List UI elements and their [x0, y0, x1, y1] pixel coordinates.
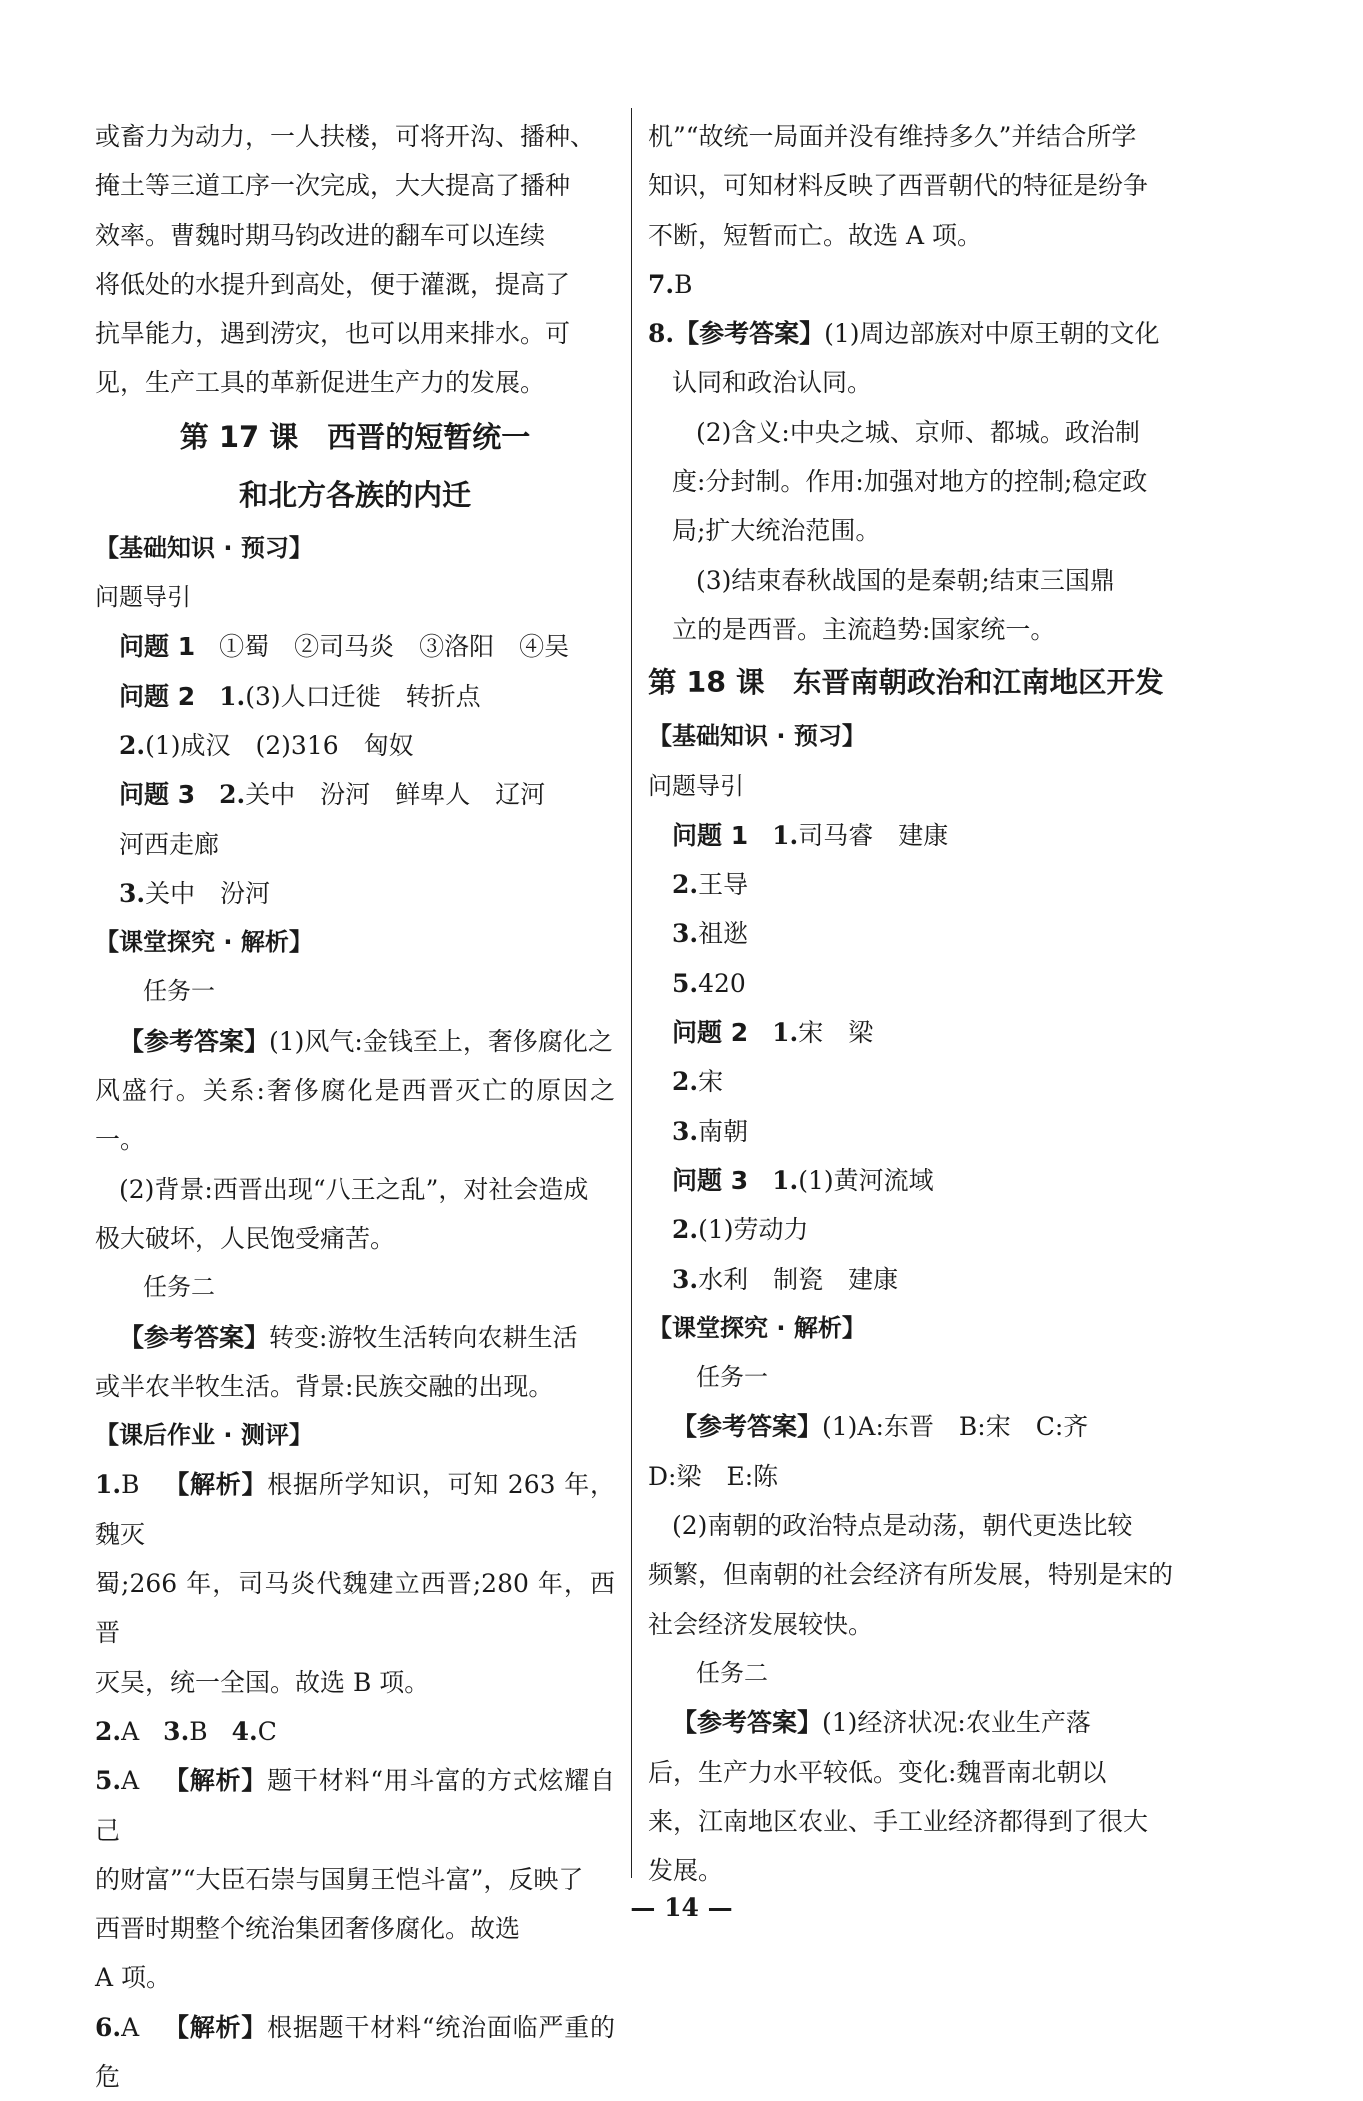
homework-5-cont: 的财富”“大臣石崇与国舅王恺斗富”，反映了	[95, 1864, 584, 1894]
homework-1-cont: 蜀;266 年，司马炎代魏建立西晋;280 年，西晋	[95, 1569, 615, 1648]
answer-choice: A	[121, 2012, 140, 2042]
lesson-17-title: 第 17 课 西晋的短暂统一	[179, 419, 531, 454]
question-1-item	[648, 959, 1178, 1008]
question-3	[95, 770, 615, 819]
task-1-answer-cont: 风盛行。关系:奢侈腐化是西晋灭亡的原因之一。	[95, 1076, 615, 1155]
answer-choice: B	[189, 1716, 208, 1746]
answer-choice: A	[121, 1766, 140, 1796]
question-label: 问题 1	[119, 632, 196, 662]
answer-label: 【参考答案】	[672, 1708, 823, 1738]
homework-8-part-2-cont: 度:分封制。作用:加强对地方的控制;稳定政	[672, 467, 1148, 497]
analysis-label: 【解析】	[163, 2012, 268, 2042]
question-text: 司马睿 建康	[798, 820, 949, 850]
answer-choice: B	[121, 1470, 140, 1500]
section-basic-heading: 【基础知识 · 预习】	[95, 533, 313, 562]
item-number: 2.	[219, 780, 246, 810]
question-text: (1)成汉 (2)316 匈奴	[145, 730, 414, 760]
item-number: 2.	[119, 730, 146, 760]
question-label: 问题 2	[672, 1018, 749, 1048]
task-2-heading: 任务二	[696, 1658, 768, 1687]
question-text: (1)黄河流域	[798, 1165, 934, 1195]
question-text: 420	[698, 968, 746, 998]
analysis-label: 【解析】	[163, 1470, 268, 1500]
question-text: 南朝	[698, 1116, 749, 1146]
question-3-item	[648, 1255, 1178, 1304]
question-text: 宋 梁	[798, 1018, 874, 1048]
answer-label: 【参考答案】	[119, 1322, 270, 1352]
task-1-answer-2: (2)南朝的政治特点是动荡，朝代更迭比较	[672, 1511, 1133, 1541]
item-number: 3.	[119, 878, 146, 908]
question-label: 问题 2	[119, 681, 196, 711]
guide-heading: 问题导引	[648, 771, 744, 800]
item-number: 2.	[672, 1067, 699, 1097]
homework-5	[95, 1756, 615, 1855]
task-1-answer	[648, 1402, 1178, 1451]
homework-6-cont: 知识，可知材料反映了西晋朝代的特征是纷争	[648, 171, 1149, 201]
homework-6-cont: 机”“故统一局面并没有维持多久”并结合所学	[648, 122, 1137, 151]
task-2-answer-cont: 发展。	[648, 1856, 724, 1886]
right-column	[648, 112, 1178, 1895]
homework-8-part-3: (3)结束春秋战国的是秦朝;结束三国鼎	[696, 565, 1115, 595]
intro-line: 或畜力为动力，一人扶楼，可将开沟、播种、	[95, 122, 596, 151]
section-explore-heading: 【课堂探究 · 解析】	[648, 1313, 866, 1342]
item-number: 3.	[163, 1716, 190, 1746]
item-number: 5.	[672, 968, 699, 998]
question-3-continued: 河西走廊	[119, 829, 220, 859]
question-text: 王导	[698, 870, 749, 900]
answer-label: 【参考答案】	[119, 1026, 270, 1056]
task-2-answer-cont: 后，生产力水平较低。变化:魏晋南北朝以	[648, 1757, 1107, 1787]
item-number: 2.	[672, 870, 699, 900]
question-2-item	[648, 1107, 1178, 1156]
question-text: 关中 汾河 鲜卑人 辽河	[245, 780, 546, 810]
question-label: 问题 3	[672, 1165, 749, 1195]
task-1-answer-2-cont: 极大破坏，人民饱受痛苦。	[95, 1223, 396, 1253]
question-text: (1)劳动力	[698, 1215, 809, 1245]
question-text: (3)人口迁徙 转折点	[245, 681, 481, 711]
item-number: 8.	[648, 319, 675, 349]
item-number: 5.	[95, 1766, 122, 1796]
question-text: ①蜀 ②司马炎 ③洛阳 ④吴	[219, 632, 570, 662]
item-number: 1.	[772, 820, 799, 850]
question-label: 问题 1	[672, 820, 749, 850]
homework-8-part-2: (2)含义:中央之城、京师、都城。政治制	[696, 417, 1140, 447]
homework-6	[95, 2003, 615, 2101]
homework-8-part-3-cont: 立的是西晋。主流趋势:国家统一。	[672, 614, 1056, 644]
question-1-item	[648, 909, 1178, 958]
question-text: 宋	[698, 1067, 724, 1097]
answer-text: (1)周边部族对中原王朝的文化	[824, 319, 1160, 349]
question-2-item	[648, 1057, 1178, 1106]
item-number: 1.	[772, 1165, 799, 1195]
analysis-label: 【解析】	[163, 1766, 268, 1796]
task-1-heading: 任务一	[143, 977, 215, 1006]
left-column	[95, 112, 615, 2101]
homework-5-cont: 西晋时期整个统治集团奢侈腐化。故选	[95, 1914, 521, 1944]
task-1-heading: 任务一	[696, 1363, 768, 1392]
column-divider	[631, 108, 632, 1878]
lesson-17-subtitle: 和北方各族的内迁	[238, 477, 471, 512]
homework-1	[95, 1460, 615, 1559]
lesson-18-title: 第 18 课 东晋南朝政治和江南地区开发	[648, 666, 1164, 700]
task-2-answer-cont: 或半农半牧生活。背景:民族交融的出现。	[95, 1371, 554, 1401]
question-3-item-3	[95, 869, 615, 918]
homework-5-cont: A 项。	[95, 1963, 172, 1993]
question-text: 水利 制瓷 建康	[698, 1264, 899, 1294]
task-2-heading: 任务二	[143, 1273, 215, 1302]
answer-text: (1)A:东晋 B:宋 C:齐	[822, 1412, 1089, 1442]
item-number: 7.	[648, 269, 675, 299]
task-1-answer	[95, 1017, 615, 1066]
answer-text: (1)风气:金钱至上，奢侈腐化之	[269, 1026, 613, 1056]
homework-8	[648, 309, 1178, 358]
homework-6-cont: 不断，短暂而亡。故选 A 项。	[648, 220, 982, 250]
question-2-item-2	[95, 721, 615, 770]
analysis-text: 根据题干材料“统治面临严重的危	[95, 2012, 615, 2091]
intro-line: 将低处的水提升到高处，便于灌溉，提高了	[95, 269, 571, 299]
page-number: — 14 —	[630, 1893, 733, 1922]
question-3	[648, 1156, 1178, 1205]
section-homework-heading: 【课后作业 · 测评】	[95, 1421, 313, 1450]
question-text: 祖逖	[698, 919, 749, 949]
item-number: 2.	[95, 1716, 122, 1746]
homework-2-4	[95, 1707, 615, 1756]
task-1-answer-2-cont: 频繁，但南朝的社会经济有所发展，特别是宋的	[648, 1560, 1174, 1590]
item-number: 6.	[95, 2012, 122, 2042]
item-number: 3.	[672, 1116, 699, 1146]
answer-choice: C	[257, 1716, 277, 1746]
item-number: 3.	[672, 919, 699, 949]
guide-heading: 问题导引	[95, 583, 191, 612]
question-1-item	[648, 860, 1178, 909]
analysis-text: 根据所学知识，可知 263 年，魏灭	[95, 1470, 615, 1549]
question-text: 关中 汾河	[145, 878, 271, 908]
question-2	[95, 672, 615, 721]
task-1-answer-2: (2)背景:西晋出现“八王之乱”，对社会造成	[119, 1174, 589, 1204]
task-2-answer-cont: 来，江南地区农业、手工业经济都得到了很大	[648, 1806, 1149, 1836]
item-number: 2.	[672, 1215, 699, 1245]
intro-line: 掩土等三道工序一次完成，大大提高了播种	[95, 171, 571, 201]
section-basic-heading: 【基础知识 · 预习】	[648, 722, 866, 751]
analysis-text: 题干材料“用斗富的方式炫耀自己	[95, 1766, 615, 1845]
task-1-answer-cont: D:梁 E:陈	[648, 1461, 779, 1491]
task-2-answer	[95, 1313, 615, 1362]
intro-line: 见，生产工具的革新促进生产力的发展。	[95, 368, 546, 398]
question-2	[648, 1008, 1178, 1057]
answer-text: 转变:游牧生活转向农耕生活	[269, 1322, 578, 1352]
homework-8-part-2-cont: 局;扩大统治范围。	[672, 516, 881, 546]
item-number: 3.	[672, 1264, 699, 1294]
task-2-answer	[648, 1698, 1178, 1747]
task-1-answer-2-cont: 社会经济发展较快。	[648, 1609, 874, 1639]
item-number: 4.	[231, 1716, 258, 1746]
answer-choice: B	[674, 269, 693, 299]
item-number: 1.	[772, 1018, 799, 1048]
answer-text: (1)经济状况:农业生产落	[822, 1708, 1091, 1738]
homework-1-cont: 灭吴，统一全国。故选 B 项。	[95, 1667, 430, 1697]
answer-label: 【参考答案】	[674, 319, 825, 349]
item-number: 1.	[219, 681, 246, 711]
question-1	[648, 811, 1178, 860]
item-number: 1.	[95, 1470, 122, 1500]
question-label: 问题 3	[119, 780, 196, 810]
section-explore-heading: 【课堂探究 · 解析】	[95, 928, 313, 957]
homework-7	[648, 260, 1178, 309]
question-1	[95, 622, 615, 671]
question-3-item	[648, 1205, 1178, 1254]
answer-label: 【参考答案】	[672, 1412, 823, 1442]
intro-line: 抗旱能力，遇到涝灾，也可以用来排水。可	[95, 319, 571, 349]
answer-choice: A	[121, 1716, 140, 1746]
homework-8-cont: 认同和政治认同。	[672, 368, 873, 398]
intro-line: 效率。曹魏时期马钧改进的翻车可以连续	[95, 220, 546, 250]
